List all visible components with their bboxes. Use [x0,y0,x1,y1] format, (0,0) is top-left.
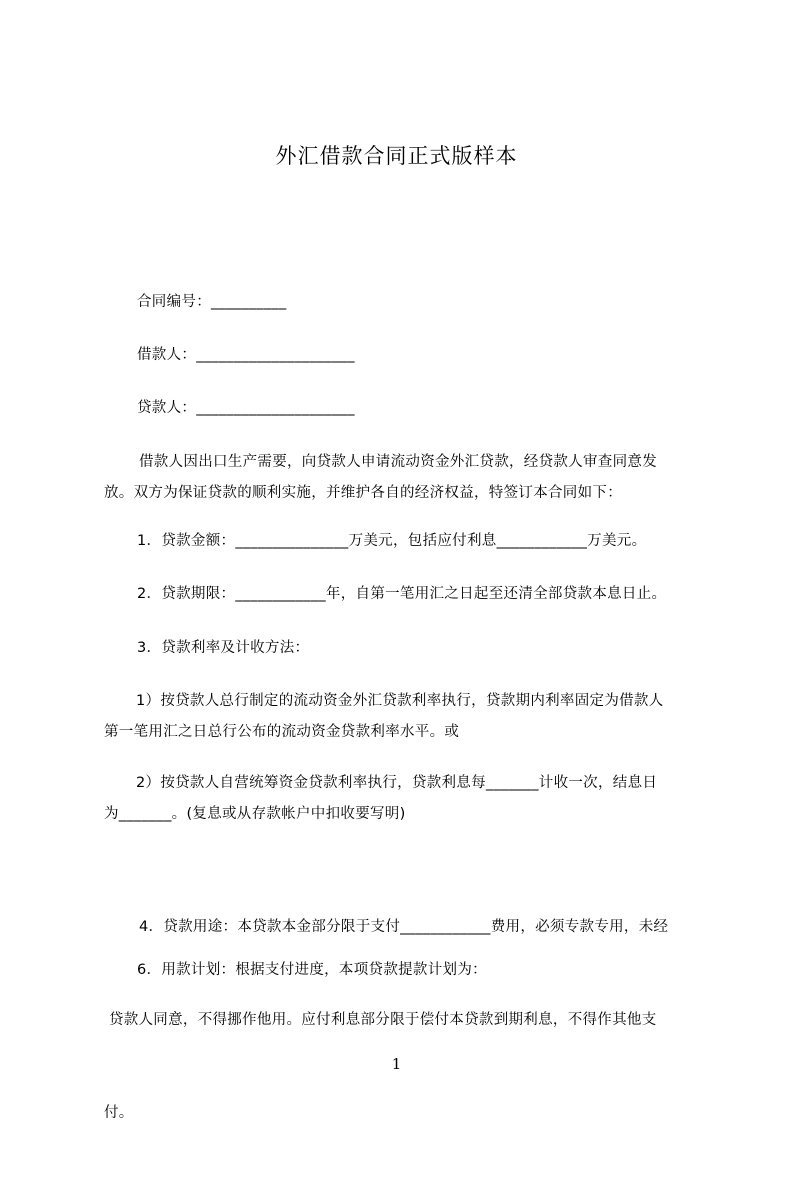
clause-4-line-1: 4．贷款用途：本贷款本金部分限于支付____________费用，必须专款专用，未经 [139,919,669,935]
lender-line: 贷款人：_____________________ [137,400,355,416]
page-number: 1 [391,1055,402,1073]
document-title: 外汇借款合同正式版样本 [275,144,518,168]
intro-paragraph [104,447,716,509]
clause-4-line-3: 付。 [104,1105,134,1121]
clause-1-loan-amount: 1．贷款金额：_______________万美元，包括应付利息____________万美元。 [137,533,647,549]
intro-line-2: 放。双方为保证贷款的顺利实施，并维护各自的经济权益，特签订本合同如下： [104,485,622,501]
clause-3-2-line-2: 为_______。(复息或从存款帐户中扣收要写明) [104,806,406,822]
clause-3-1-line-1: 1）按贷款人总行制定的流动资金外汇贷款利率执行，贷款期内利率固定为借款人 [136,693,664,709]
clause-4-paragraph [104,850,716,1191]
intro-line-1: 借款人因出口生产需要，向贷款人申请流动资金外汇贷款，经贷款人审查同意发 [139,454,657,470]
clause-3-2-paragraph [104,768,716,830]
clause-2-loan-term: 2．贷款期限：____________年，自第一笔用汇之日起至还清全部贷款本息日止。 [137,586,667,602]
clause-3-1-line-2: 第一笔用汇之日总行公布的流动资金贷款利率水平。或 [104,724,460,740]
clause-6-usage-plan: 6．用款计划：根据支付进度，本项贷款提款计划为： [137,962,487,978]
clause-4-line-2: 贷款人同意，不得挪作他用。应付利息部分限于偿付本贷款到期利息，不得作其他支 [104,1012,657,1028]
contract-number-line: 合同编号：__________ [137,294,287,310]
clause-3-2-line-1: 2）按贷款人自营统筹资金贷款利率执行，贷款利息每_______计收一次，结息日 [136,775,658,791]
borrower-line: 借款人：_____________________ [137,347,355,363]
clause-3-1-paragraph [104,686,716,748]
clause-3-interest-rate: 3．贷款利率及计收方法： [137,640,310,656]
